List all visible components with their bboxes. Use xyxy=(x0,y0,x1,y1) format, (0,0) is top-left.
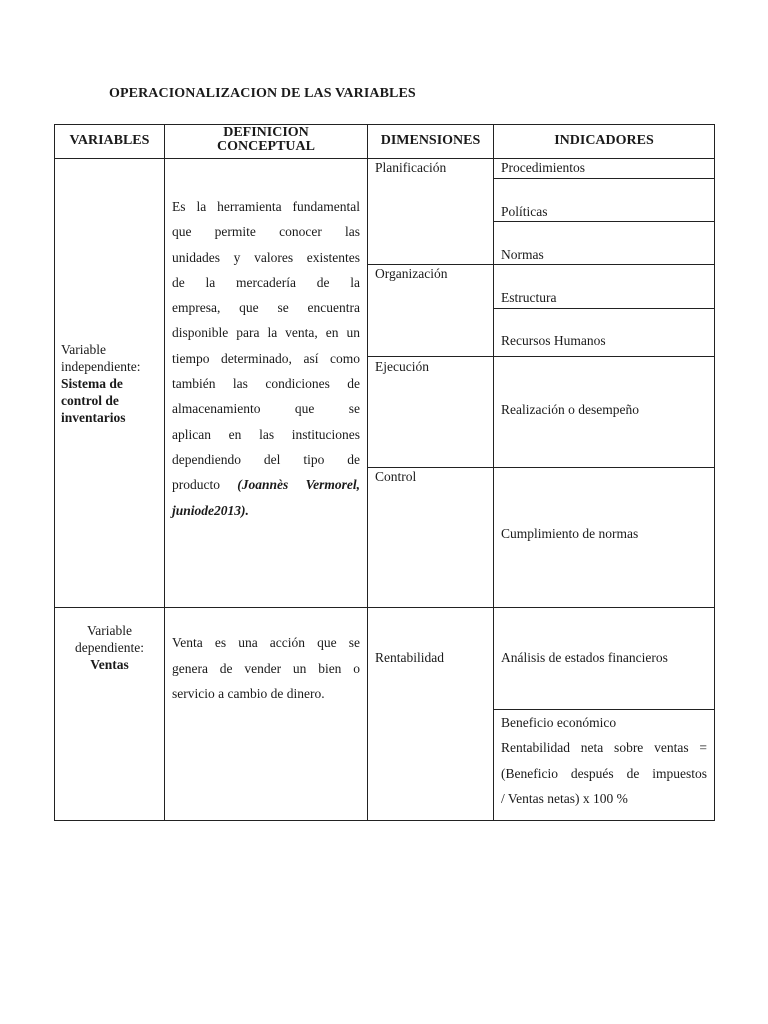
indicator-estructura: Estructura xyxy=(501,290,557,305)
dimension-ejecucion: Ejecución xyxy=(375,359,429,374)
indicator-politicas: Políticas xyxy=(501,204,548,219)
definition-dependiente: Venta es una acción que se genera de vender un bien o servicio a cambio de dinero. xyxy=(172,635,360,701)
header-indicadores: INDICADORES xyxy=(554,133,654,148)
dimension-control: Control xyxy=(375,469,417,484)
dimension-organizacion: Organización xyxy=(375,266,448,281)
indicator-procedimientos: Procedimientos xyxy=(501,160,585,175)
indicator-recursos-humanos: Recursos Humanos xyxy=(501,333,606,348)
indicator-normas: Normas xyxy=(501,247,544,262)
definition-independiente: Es la herramienta fundamental que permite conocer las unidades y valores existentes de la mercadería de la empresa, que se encuentra disponible para la venta, en un tiempo determinado, así como también las condiciones de almacenamiento que se aplican en las instituciones dependiendo del tipo de producto (Joannès Vermorel, juniode2013). xyxy=(172,199,360,518)
indicator-cumplimiento: Cumplimiento de normas xyxy=(501,526,639,541)
page-title: OPERACIONALIZACION DE LAS VARIABLES xyxy=(109,86,416,101)
indicator-beneficio-formula: Beneficio económico Rentabilidad neta sobre ventas = (Beneficio después de impuestos / Ventas netas) x 100 % xyxy=(501,715,707,806)
header-definicion-conceptual: DEFINICION CONCEPTUAL xyxy=(216,125,315,154)
citation-date: juniode2013). xyxy=(172,502,249,518)
citation: (Joannès Vermorel, xyxy=(237,477,360,493)
variable-dependiente: Variable dependiente: Ventas xyxy=(75,623,144,672)
variable-independiente: Variable independiente: Sistema de control de inventarios xyxy=(61,342,141,425)
dimension-planificacion: Planificación xyxy=(375,160,447,175)
header-variables: VARIABLES xyxy=(69,133,150,148)
indicator-analisis: Análisis de estados financieros xyxy=(501,650,668,665)
dimension-rentabilidad: Rentabilidad xyxy=(375,650,444,665)
header-dimensiones: DIMENSIONES xyxy=(380,133,481,148)
indicator-realizacion: Realización o desempeño xyxy=(501,402,639,417)
